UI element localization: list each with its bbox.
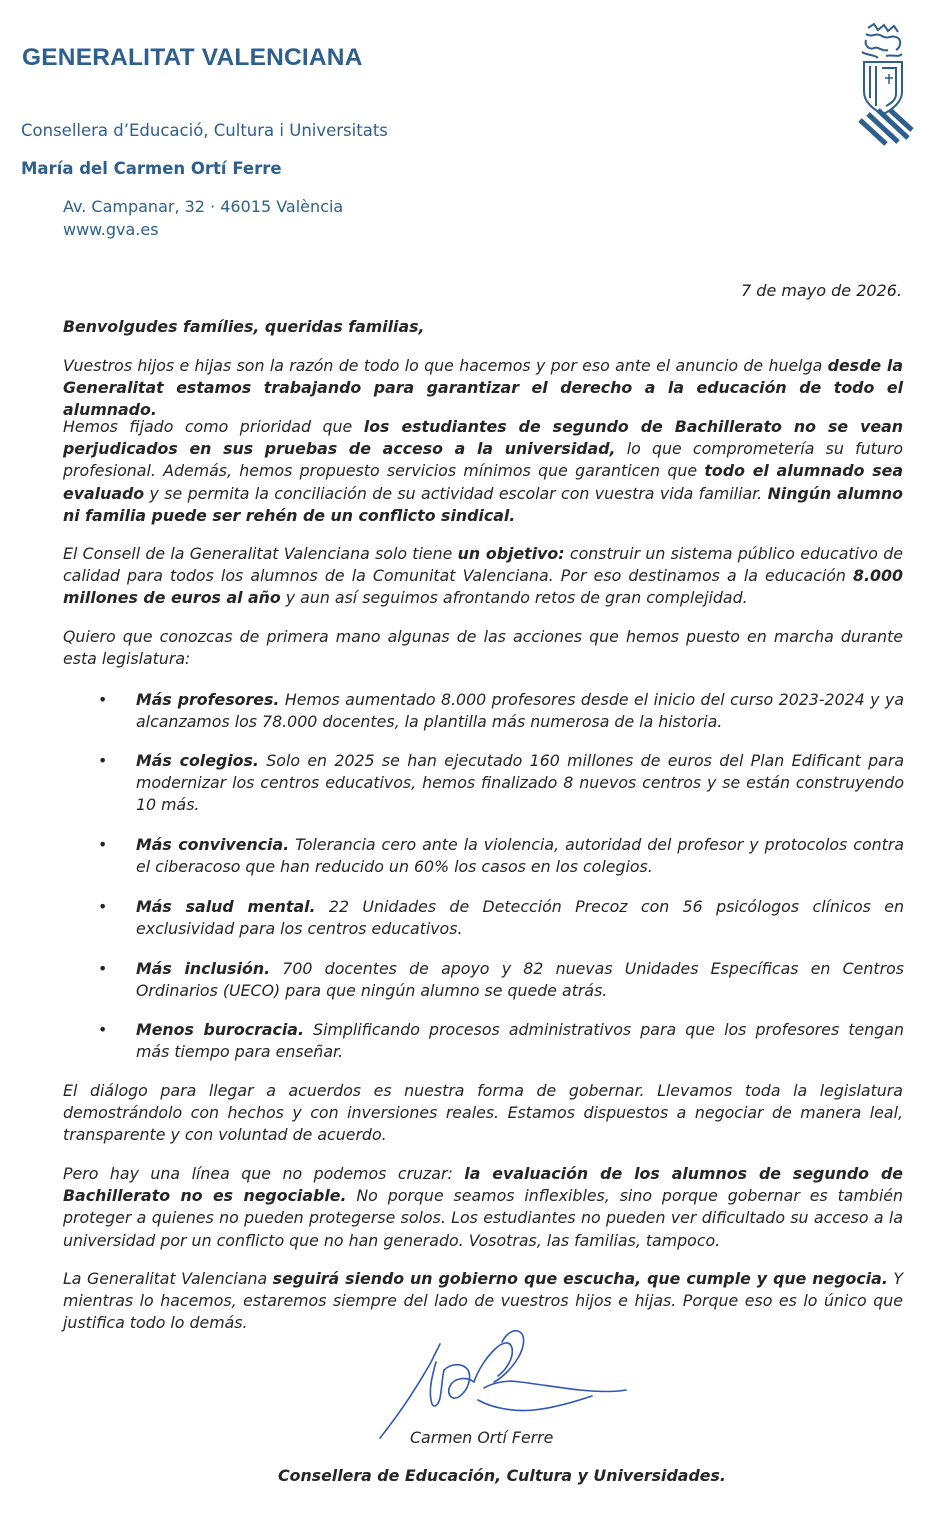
bullet-icon: •: [98, 835, 108, 854]
list-item: [98, 750, 904, 817]
list-item: [98, 1019, 904, 1063]
handwritten-signature: [374, 1318, 630, 1444]
letter-date: 7 de mayo de 2026.: [741, 281, 902, 300]
list-item-title: Menos burocracia.: [136, 1020, 304, 1039]
paragraph-3: El Consell de la Generalitat Valenciana solo tiene un objetivo: construir un sistema público educativo de calidad para todos los alumnos de la Comunitat Valenciana. Por eso destinamos a la educación 8.000 millones de euros al año y aun así seguimos afrontando retos de gran complejidad.: [63, 544, 903, 608]
paragraph-4: Quiero que conozcas de primera mano algunas de las acciones que hemos puesto en marcha durante esta legislatura:: [63, 627, 903, 669]
list-item: [98, 689, 904, 733]
list-item-title: Más inclusión.: [136, 959, 271, 978]
signature-name: Carmen Ortí Ferre: [410, 1428, 554, 1447]
list-item-title: Más convivencia.: [136, 835, 290, 854]
bullet-icon: •: [98, 751, 108, 770]
paragraph-5: El diálogo para llegar a acuerdos es nuestra forma de gobernar. Llevamos toda la legislatura demostrándolo con hechos y con inversiones reales. Estamos dispuestos a negociar de manera leal, transparente y con voluntad de acuerdo.: [63, 1081, 903, 1145]
paragraph-2: Hemos fijado como prioridad que los estudiantes de segundo de Bachillerato no se vean perjudicados en sus pruebas de acceso a la universidad, lo que comprometería su futuro profesional. Además, hemos propuesto servicios mínimos que garanticen que todo el alumnado sea evaluado y se permita la conciliación de su actividad escolar con vuestra vida familiar. Ningún alumno ni familia puede ser rehén de un conflicto sindical.: [63, 417, 904, 525]
minister-name: María del Carmen Ortí Ferre: [21, 159, 282, 178]
list-item-text: Solo en 2025 se han ejecutado 160 millones de euros del Plan Edificant para modernizar los centros educativos, hemos finalizado 8 nuevos centros y se están construyendo 10 más.: [136, 751, 904, 815]
department-name: Consellera d’Educació, Cultura i Universitats: [21, 121, 388, 140]
list-item-title: Más salud mental.: [136, 897, 316, 916]
list-item: [98, 896, 904, 940]
website: www.gva.es: [63, 220, 159, 239]
paragraph-6: Pero hay una línea que no podemos cruzar: la evaluación de los alumnos de segundo de Bachillerato no es negociable. No porque seamos inflexibles, sino porque gobernar es también proteger a quienes no pueden protegerse solos. Los estudiantes no pueden ver dificultado su acceso a la universidad por un conflicto que no han generado. Vosotras, las familias, tampoco.: [63, 1164, 903, 1250]
list-item: [98, 958, 904, 1002]
list-item-text: Hemos aumentado 8.000 profesores desde el inicio del curso 2023-2024 y ya alcanzamos los 78.000 docentes, la plantilla más numerosa de la historia.: [136, 690, 905, 732]
address: Av. Campanar, 32 · 46015 València: [63, 197, 344, 216]
list-item: [98, 834, 904, 878]
list-item-text: Simplificando procesos administrativos para que los profesores tengan más tiempo para enseñar.: [136, 1020, 904, 1062]
list-item-title: Más colegios.: [136, 751, 259, 770]
bullet-icon: •: [98, 897, 108, 916]
list-item-text: 700 docentes de apoyo y 82 nuevas Unidades Específicas en Centros Ordinarios (UECO) para que ningún alumno se quede atrás.: [136, 959, 904, 1001]
list-item-text: Tolerancia cero ante la violencia, autoridad del profesor y protocolos contra el ciberacoso que han reducido un 60% los casos en los colegios.: [136, 835, 904, 877]
list-item-text: 22 Unidades de Detección Precoz con 56 psicólogos clínicos en exclusividad para los centros educativos.: [136, 897, 904, 939]
bullet-icon: •: [98, 690, 108, 709]
paragraph-1: Vuestros hijos e hijas son la razón de todo lo que hacemos y por eso ante el anuncio de huelga desde la Generalitat estamos trabajando para garantizar el derecho a la educación de todo el alumnado.: [63, 356, 903, 420]
salutation: Benvolgudes famílies, queridas familias,: [63, 317, 425, 336]
paragraph-7: La Generalitat Valenciana seguirá siendo un gobierno que escucha, que cumple y que negocia. Y mientras lo hacemos, estaremos siempre del lado de vuestros hijos e hijas. Porque eso es lo único que justifica todo lo demás.: [63, 1269, 903, 1333]
generalitat-valenciana-emblem-icon: [852, 22, 914, 150]
signature-title: Consellera de Educación, Cultura y Universidades.: [278, 1466, 726, 1485]
list-item-title: Más profesores.: [136, 690, 280, 709]
organization-name: GENERALITAT VALENCIANA: [22, 44, 363, 71]
bullet-icon: •: [98, 959, 108, 978]
bullet-icon: •: [98, 1020, 108, 1039]
